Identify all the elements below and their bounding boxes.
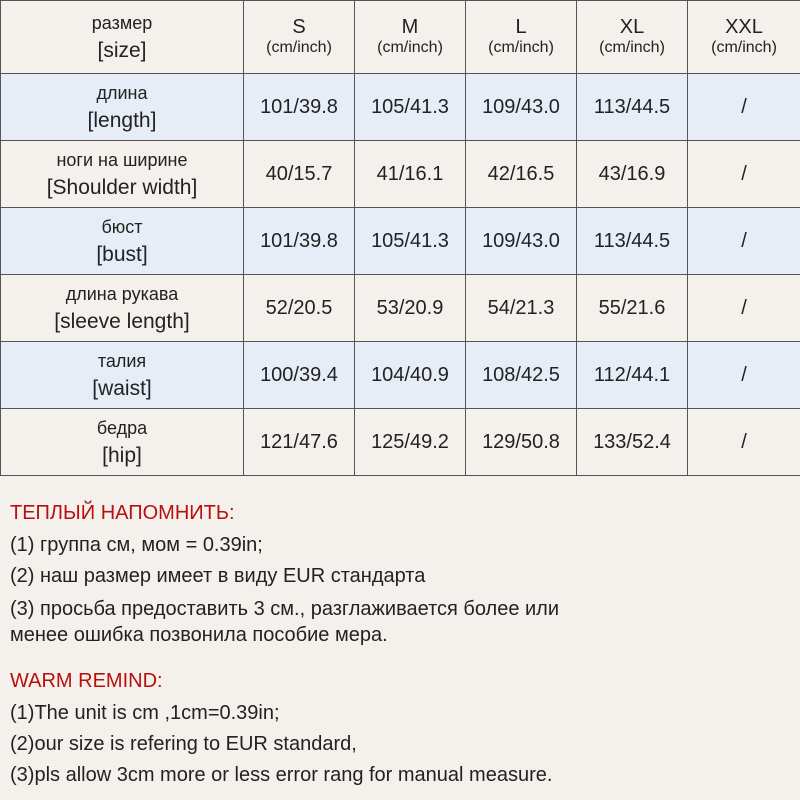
row-label-en: [hip] bbox=[102, 444, 142, 467]
header-size-l bbox=[466, 1, 577, 74]
value-cell: 40/15.7 bbox=[244, 141, 355, 208]
value-cell: 105/41.3 bbox=[355, 74, 466, 141]
header-label-en: [size] bbox=[97, 39, 147, 62]
value-cell: 108/42.5 bbox=[466, 342, 577, 409]
table-row-waist bbox=[1, 342, 800, 409]
row-label-cell bbox=[1, 141, 244, 208]
table-header-row bbox=[1, 1, 800, 74]
value-cell: 129/50.8 bbox=[466, 409, 577, 476]
note-line: (2) наш размер имеет в виду EUR стандарта bbox=[10, 565, 426, 587]
note-line: (2)our size is refering to EUR standard, bbox=[10, 733, 357, 755]
notes-ru-heading bbox=[10, 500, 795, 526]
value-cell: / bbox=[688, 74, 800, 141]
row-label-en: [waist] bbox=[92, 377, 152, 400]
value-cell: / bbox=[688, 275, 800, 342]
row-label-en: [bust] bbox=[96, 243, 148, 266]
value-cell: 109/43.0 bbox=[466, 74, 577, 141]
table-row-bust bbox=[1, 208, 800, 275]
value-cell: 53/20.9 bbox=[355, 275, 466, 342]
notes-english bbox=[10, 668, 795, 791]
value-cell: 41/16.1 bbox=[355, 141, 466, 208]
row-label-cell bbox=[1, 409, 244, 476]
note-line: (3)pls allow 3cm more or less error rang for manual measure. bbox=[10, 764, 553, 786]
value-cell: / bbox=[688, 409, 800, 476]
value-cell: 113/44.5 bbox=[577, 74, 688, 141]
note-line-continued: менее ошибка позвонила пособие мера. bbox=[10, 624, 388, 646]
row-label-cell bbox=[1, 342, 244, 409]
header-size-m bbox=[355, 1, 466, 74]
row-label-en: [length] bbox=[87, 109, 157, 132]
row-label-en: [Shoulder width] bbox=[46, 176, 198, 199]
header-label-ru: размер bbox=[91, 13, 153, 33]
header-size-xl bbox=[577, 1, 688, 74]
header-size-label-cell bbox=[1, 1, 244, 74]
heading-colon: : bbox=[157, 670, 163, 692]
heading-text: ТЕПЛЫЙ НАПОМНИТЬ bbox=[10, 502, 230, 524]
row-label-ru: длина рукава bbox=[65, 284, 179, 304]
value-cell: / bbox=[688, 342, 800, 409]
note-line: (1)The unit is cm ,1cm=0.39in; bbox=[10, 702, 280, 724]
value-cell: 121/47.6 bbox=[244, 409, 355, 476]
value-cell: 43/16.9 bbox=[577, 141, 688, 208]
value-cell: 105/41.3 bbox=[355, 208, 466, 275]
size-name: XL bbox=[619, 16, 645, 38]
row-label-cell bbox=[1, 275, 244, 342]
size-name: S bbox=[292, 16, 306, 38]
value-cell: 52/20.5 bbox=[244, 275, 355, 342]
value-cell: 55/21.6 bbox=[577, 275, 688, 342]
table-row-sleeve-length bbox=[1, 275, 800, 342]
row-label-ru: ноги на ширине bbox=[56, 150, 188, 170]
value-cell: 113/44.5 bbox=[577, 208, 688, 275]
row-label-cell bbox=[1, 74, 244, 141]
value-cell: 101/39.8 bbox=[244, 208, 355, 275]
table-row-shoulder-width bbox=[1, 141, 800, 208]
table-row-length bbox=[1, 74, 800, 141]
value-cell: 109/43.0 bbox=[466, 208, 577, 275]
value-cell: / bbox=[688, 208, 800, 275]
size-name: XXL bbox=[725, 16, 763, 38]
value-cell: / bbox=[688, 141, 800, 208]
value-cell: 101/39.8 bbox=[244, 74, 355, 141]
row-label-ru: длина bbox=[96, 83, 148, 103]
value-cell: 125/49.2 bbox=[355, 409, 466, 476]
row-label-ru: бюст bbox=[101, 217, 143, 237]
value-cell: 104/40.9 bbox=[355, 342, 466, 409]
table-row-hip bbox=[1, 409, 800, 476]
note-line: (1) группа см, мом = 0.39in; bbox=[10, 534, 263, 556]
size-name: M bbox=[401, 16, 419, 38]
value-cell: 54/21.3 bbox=[466, 275, 577, 342]
header-size-s bbox=[244, 1, 355, 74]
row-label-en: [sleeve length] bbox=[54, 310, 190, 333]
size-unit: (cm/inch) bbox=[377, 39, 443, 56]
value-cell: 100/39.4 bbox=[244, 342, 355, 409]
row-label-ru: бедра bbox=[96, 418, 148, 438]
heading-text: WARM REMIND bbox=[10, 670, 158, 692]
heading-colon: : bbox=[229, 502, 235, 524]
notes-russian bbox=[10, 500, 795, 648]
size-unit: (cm/inch) bbox=[266, 39, 332, 56]
size-unit: (cm/inch) bbox=[488, 39, 554, 56]
size-unit: (cm/inch) bbox=[599, 39, 665, 56]
notes-en-heading bbox=[10, 668, 795, 694]
note-line: (3) просьба предоставить 3 см., разглаживается более или bbox=[10, 598, 560, 620]
value-cell: 42/16.5 bbox=[466, 141, 577, 208]
size-unit: (cm/inch) bbox=[711, 39, 777, 56]
value-cell: 133/52.4 bbox=[577, 409, 688, 476]
row-label-ru: талия bbox=[97, 351, 147, 371]
size-name: L bbox=[515, 16, 527, 38]
value-cell: 112/44.1 bbox=[577, 342, 688, 409]
header-size-xxl bbox=[688, 1, 800, 74]
row-label-cell bbox=[1, 208, 244, 275]
